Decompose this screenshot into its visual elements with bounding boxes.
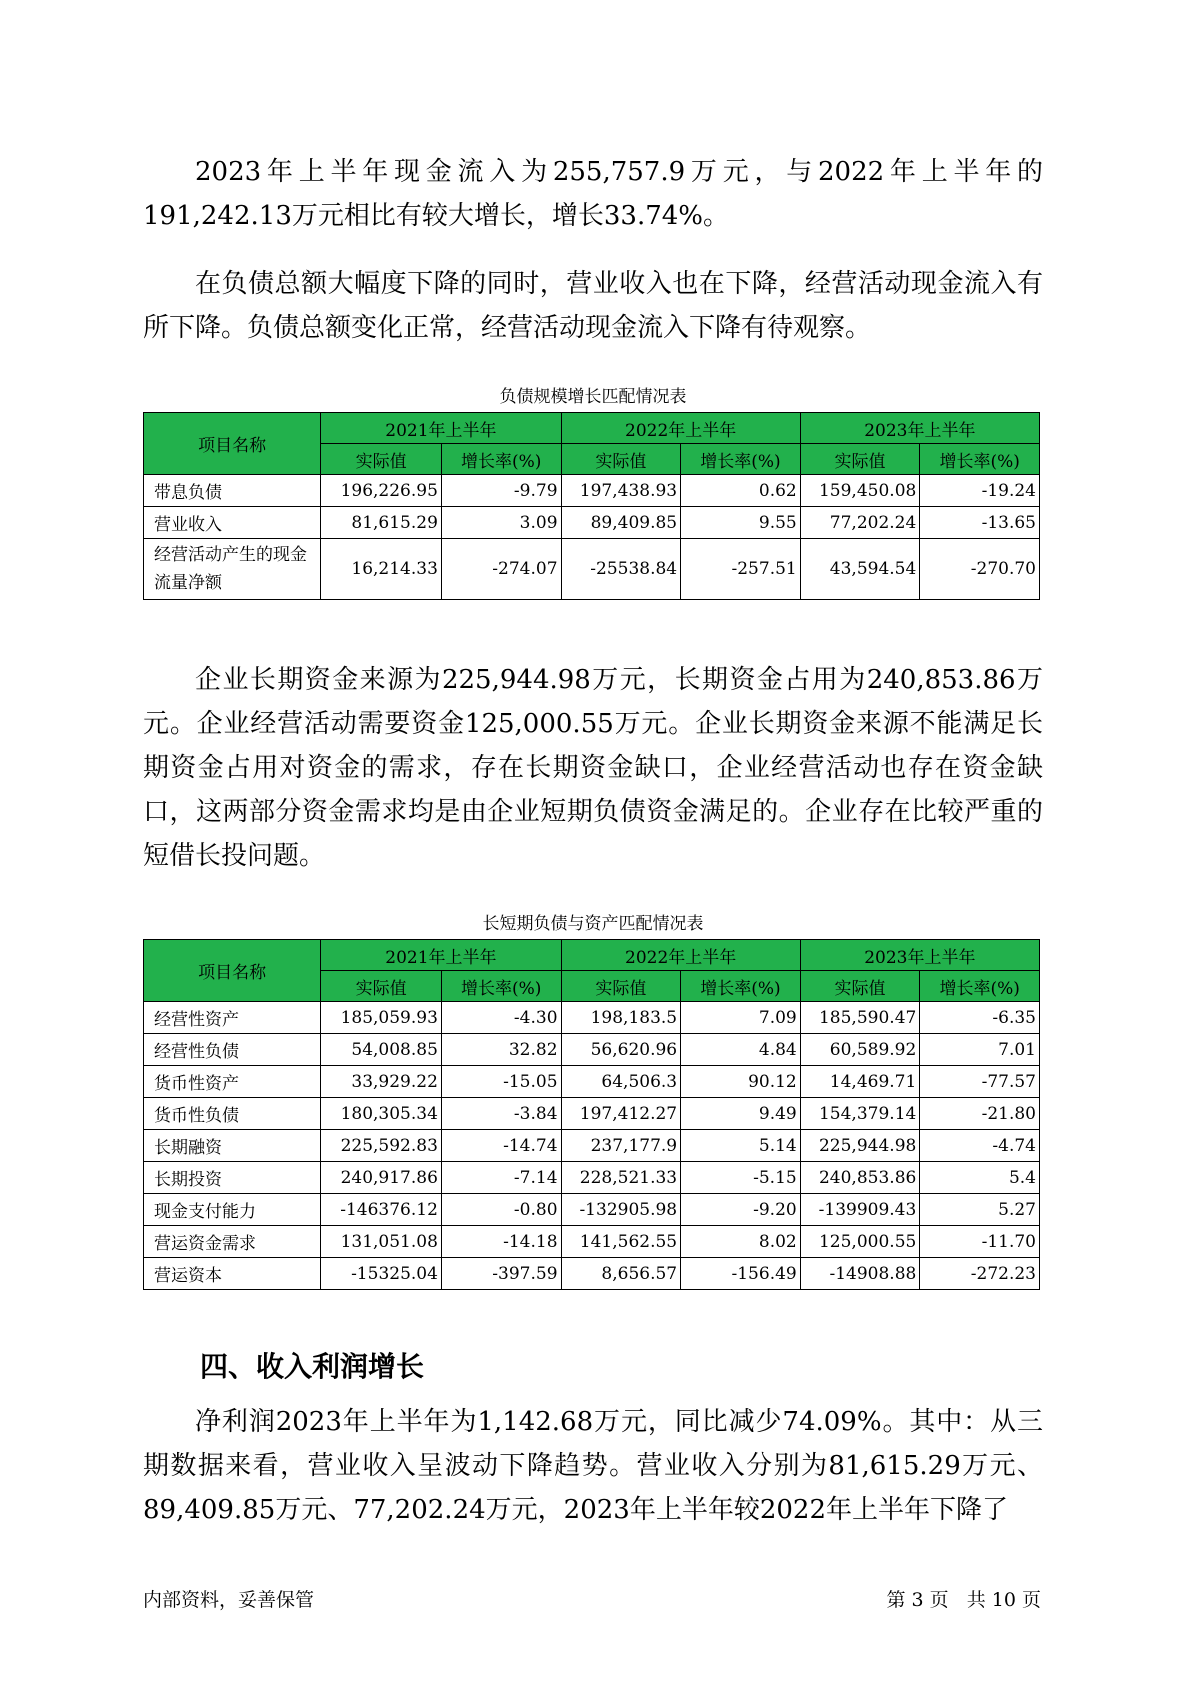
row-label: 长期融资 <box>144 1130 321 1162</box>
growth-rate-cell: -77.57 <box>920 1066 1040 1098</box>
growth-rate-cell: 3.09 <box>441 507 561 539</box>
table-row <box>144 1162 1040 1194</box>
actual-value-cell: 185,059.93 <box>321 1002 442 1034</box>
actual-value-cell: 198,183.5 <box>561 1002 681 1034</box>
header-period-2022: 2022年上半年 <box>561 413 800 444</box>
table-row <box>144 1194 1040 1226</box>
header-actual: 实际值 <box>321 444 442 475</box>
growth-rate-cell: -19.24 <box>920 475 1040 507</box>
growth-rate-cell: 8.02 <box>681 1226 801 1258</box>
growth-rate-cell: -4.30 <box>441 1002 561 1034</box>
table-row <box>144 475 1040 507</box>
growth-rate-cell: -14.74 <box>441 1130 561 1162</box>
table-row <box>144 1226 1040 1258</box>
table1-caption: 负债规模增长匹配情况表 <box>499 387 687 407</box>
growth-rate-cell: -7.14 <box>441 1162 561 1194</box>
actual-value-cell: 197,412.27 <box>561 1098 681 1130</box>
growth-rate-cell: -11.70 <box>920 1226 1040 1258</box>
growth-rate-cell: 9.55 <box>681 507 801 539</box>
header-period-2021: 2021年上半年 <box>321 413 561 444</box>
actual-value-cell: 225,944.98 <box>800 1130 920 1162</box>
growth-rate-cell: -9.20 <box>681 1194 801 1226</box>
growth-rate-cell: -156.49 <box>681 1258 801 1290</box>
paragraph-cash-inflow: 2023年上半年现金流入为255,757.9万元，与2022年上半年的191,242.13万元相比有较大增长，增长33.74%。 <box>143 157 1043 231</box>
header-growth: 增长率(%) <box>681 444 801 475</box>
growth-rate-cell: -6.35 <box>920 1002 1040 1034</box>
actual-value-cell: 77,202.24 <box>800 507 920 539</box>
actual-value-cell: 89,409.85 <box>561 507 681 539</box>
actual-value-cell: 154,379.14 <box>800 1098 920 1130</box>
row-label: 货币性资产 <box>144 1066 321 1098</box>
actual-value-cell: 196,226.95 <box>321 475 442 507</box>
debt-growth-table <box>143 412 1040 600</box>
actual-value-cell: 81,615.29 <box>321 507 442 539</box>
actual-value-cell: 60,589.92 <box>800 1034 920 1066</box>
growth-rate-cell: -397.59 <box>441 1258 561 1290</box>
growth-rate-cell: 90.12 <box>681 1066 801 1098</box>
actual-value-cell: -132905.98 <box>561 1194 681 1226</box>
actual-value-cell: 185,590.47 <box>800 1002 920 1034</box>
row-label: 带息负债 <box>144 475 321 507</box>
growth-rate-cell: -13.65 <box>920 507 1040 539</box>
header-growth: 增长率(%) <box>920 971 1040 1002</box>
growth-rate-cell: 7.09 <box>681 1002 801 1034</box>
section-heading: 四、收入利润增长 <box>200 1350 425 1383</box>
header-item-name: 项目名称 <box>144 940 321 1002</box>
growth-rate-cell: -272.23 <box>920 1258 1040 1290</box>
actual-value-cell: 225,592.83 <box>321 1130 442 1162</box>
header-actual: 实际值 <box>561 444 681 475</box>
actual-value-cell: -14908.88 <box>800 1258 920 1290</box>
table-row <box>144 1130 1040 1162</box>
growth-rate-cell: -270.70 <box>920 539 1040 600</box>
actual-value-cell: -15325.04 <box>321 1258 442 1290</box>
actual-value-cell: 125,000.55 <box>800 1226 920 1258</box>
row-label: 经营性资产 <box>144 1002 321 1034</box>
growth-rate-cell: 7.01 <box>920 1034 1040 1066</box>
growth-rate-cell: 32.82 <box>441 1034 561 1066</box>
header-growth: 增长率(%) <box>681 971 801 1002</box>
row-label: 营运资本 <box>144 1258 321 1290</box>
paragraph-long-term-funding: 企业长期资金来源为225,944.98万元，长期资金占用为240,853.86万元。企业经营活动需要资金125,000.55万元。企业长期资金来源不能满足长期资金占用对资金的需求，存在长期资金缺口，企业经营活动也存在资金缺口，这两部分资金需求均是由企业短期负债资金满足的。企业存在比较严重的短借长投问题。 <box>143 665 1043 871</box>
footer-page-number: 第 3 页 共 10 页 <box>886 1589 1041 1611</box>
actual-value-cell: 131,051.08 <box>321 1226 442 1258</box>
growth-rate-cell: -274.07 <box>441 539 561 600</box>
actual-value-cell: 16,214.33 <box>321 539 442 600</box>
table-row <box>144 507 1040 539</box>
actual-value-cell: 8,656.57 <box>561 1258 681 1290</box>
header-period-2023: 2023年上半年 <box>800 413 1039 444</box>
growth-rate-cell: -5.15 <box>681 1162 801 1194</box>
actual-value-cell: 64,506.3 <box>561 1066 681 1098</box>
growth-rate-cell: 5.14 <box>681 1130 801 1162</box>
header-actual: 实际值 <box>800 971 920 1002</box>
actual-value-cell: 237,177.9 <box>561 1130 681 1162</box>
asset-liability-match-table <box>143 939 1040 1290</box>
header-growth: 增长率(%) <box>441 971 561 1002</box>
paragraph-net-profit: 净利润2023年上半年为1,142.68万元，同比减少74.09%。其中：从三期数据来看，营业收入呈波动下降趋势。营业收入分别为81,615.29万元、89,409.85万元、77,202.24万元，2023年上半年较2022年上半年下降了 <box>143 1407 1043 1525</box>
paragraph-debt-decline: 在负债总额大幅度下降的同时，营业收入也在下降，经营活动现金流入有所下降。负债总额变化正常，经营活动现金流入下降有待观察。 <box>143 269 1043 343</box>
growth-rate-cell: -21.80 <box>920 1098 1040 1130</box>
table2-caption: 长短期负债与资产匹配情况表 <box>482 914 704 934</box>
header-period-2023: 2023年上半年 <box>800 940 1039 971</box>
actual-value-cell: 56,620.96 <box>561 1034 681 1066</box>
row-label: 营运资金需求 <box>144 1226 321 1258</box>
footer-confidential-note: 内部资料，妥善保管 <box>143 1589 315 1611</box>
actual-value-cell: 240,853.86 <box>800 1162 920 1194</box>
growth-rate-cell: -4.74 <box>920 1130 1040 1162</box>
actual-value-cell: 43,594.54 <box>800 539 920 600</box>
row-label: 经营活动产生的现金流量净额 <box>144 539 321 600</box>
table-row <box>144 539 1040 600</box>
row-label: 经营性负债 <box>144 1034 321 1066</box>
actual-value-cell: 240,917.86 <box>321 1162 442 1194</box>
header-actual: 实际值 <box>561 971 681 1002</box>
growth-rate-cell: -257.51 <box>681 539 801 600</box>
actual-value-cell: -146376.12 <box>321 1194 442 1226</box>
growth-rate-cell: -3.84 <box>441 1098 561 1130</box>
row-label: 现金支付能力 <box>144 1194 321 1226</box>
row-label: 长期投资 <box>144 1162 321 1194</box>
actual-value-cell: 141,562.55 <box>561 1226 681 1258</box>
growth-rate-cell: -0.80 <box>441 1194 561 1226</box>
actual-value-cell: 197,438.93 <box>561 475 681 507</box>
header-period-2021: 2021年上半年 <box>321 940 561 971</box>
actual-value-cell: 14,469.71 <box>800 1066 920 1098</box>
table-row <box>144 1066 1040 1098</box>
growth-rate-cell: 0.62 <box>681 475 801 507</box>
actual-value-cell: 54,008.85 <box>321 1034 442 1066</box>
growth-rate-cell: 5.4 <box>920 1162 1040 1194</box>
actual-value-cell: -139909.43 <box>800 1194 920 1226</box>
table-row <box>144 1098 1040 1130</box>
header-growth: 增长率(%) <box>441 444 561 475</box>
table-row <box>144 1258 1040 1290</box>
row-label: 货币性负债 <box>144 1098 321 1130</box>
header-growth: 增长率(%) <box>920 444 1040 475</box>
growth-rate-cell: -15.05 <box>441 1066 561 1098</box>
header-actual: 实际值 <box>800 444 920 475</box>
growth-rate-cell: 4.84 <box>681 1034 801 1066</box>
header-period-2022: 2022年上半年 <box>561 940 800 971</box>
growth-rate-cell: 9.49 <box>681 1098 801 1130</box>
actual-value-cell: 33,929.22 <box>321 1066 442 1098</box>
header-item-name: 项目名称 <box>144 413 321 475</box>
table-row <box>144 1002 1040 1034</box>
actual-value-cell: 180,305.34 <box>321 1098 442 1130</box>
growth-rate-cell: -9.79 <box>441 475 561 507</box>
actual-value-cell: 159,450.08 <box>800 475 920 507</box>
growth-rate-cell: -14.18 <box>441 1226 561 1258</box>
row-label: 营业收入 <box>144 507 321 539</box>
header-actual: 实际值 <box>321 971 442 1002</box>
table-row <box>144 1034 1040 1066</box>
actual-value-cell: 228,521.33 <box>561 1162 681 1194</box>
growth-rate-cell: 5.27 <box>920 1194 1040 1226</box>
actual-value-cell: -25538.84 <box>561 539 681 600</box>
